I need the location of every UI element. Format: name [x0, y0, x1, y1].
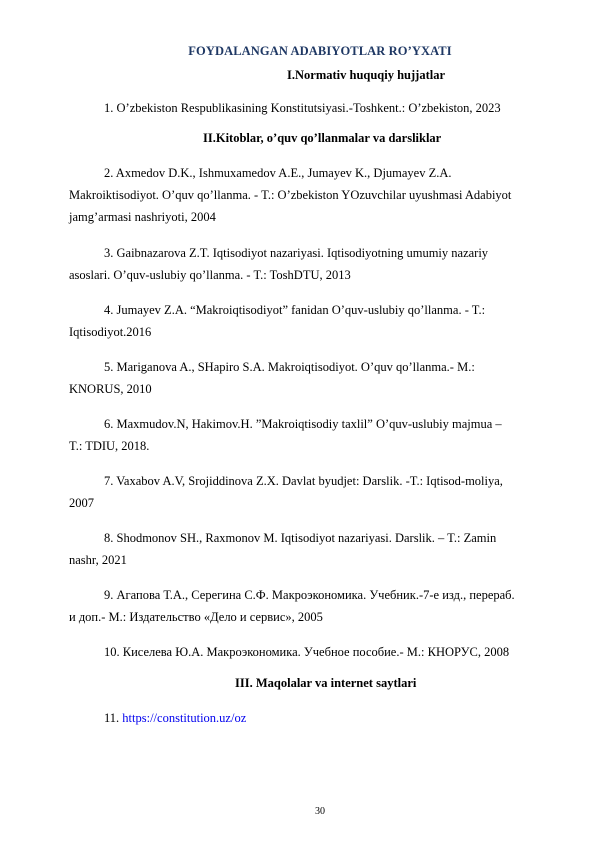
page-title: FOYDALANGAN ADABIYOTLAR RO’YXATI [188, 44, 452, 58]
reference-6-line-1: 6. Maxmudov.N, Hakimov.H. ”Makroiqtisodiy taxlil” O’quv-uslubiy majmua – [104, 417, 502, 431]
reference-11 [104, 708, 246, 728]
section-heading-books: II.Kitoblar, o’quv qo’llanmalar va darsliklar [203, 131, 442, 145]
section-heading-normative: I.Normativ huquqiy hujjatlar [287, 68, 446, 82]
reference-9-line-2: и доп.- М.: Издательство «Дело и сервис», 2005 [69, 610, 323, 624]
reference-11-prefix: 11. [104, 711, 123, 725]
reference-2-line-1: 2. Axmedov D.K., Ishmuxamedov A.E., Jumayev K., Djumayev Z.A. [104, 166, 452, 180]
reference-8-line-2: nashr, 2021 [69, 553, 127, 567]
reference-4-line-1: 4. Jumayev Z.A. “Makroiqtisodiyot” fanidan O’quv-uslubiy qo’llanma. - T.: [104, 303, 486, 317]
reference-9-line-1: 9. Агапова Т.А., Серегина С.Ф. Макроэкономика. Учебник.-7-е изд., перераб. [104, 588, 515, 602]
reference-5-line-2: KNORUS, 2010 [69, 382, 152, 396]
reference-5-line-1: 5. Mariganova A., SHapiro S.A. Makroiqtisodiyot. O’quv qo’llanma.- M.: [104, 360, 475, 374]
section-heading-articles: III. Maqolalar va internet saytlari [235, 676, 417, 690]
reference-7-line-1: 7. Vaxabov A.V, Srojiddinova Z.X. Davlat byudjet: Darslik. -T.: Iqtisod-moliya, [104, 474, 503, 488]
reference-1-line-1: 1. O’zbekiston Respublikasining Konstitutsiyasi.-Toshkent.: O’zbekiston, 2023 [104, 101, 501, 115]
reference-8-line-1: 8. Shodmonov SH., Raxmonov M. Iqtisodiyot nazariyasi. Darslik. – T.: Zamin [104, 531, 497, 545]
reference-2-line-3: jamg’armasi nashriyoti, 2004 [69, 210, 216, 224]
page-number: 30 [315, 806, 325, 817]
reference-2-line-2: Makroiktisodiyot. O’quv qo’llanma. - T.: O’zbekiston YOzuvchilar uyushmasi Adabiyot [69, 188, 512, 202]
constitution-link[interactable]: https://constitution.uz/oz [122, 711, 247, 725]
reference-6-line-2: T.: TDIU, 2018. [69, 439, 150, 453]
reference-3-line-2: asoslari. O’quv-uslubiy qo’llanma. - T.: ToshDTU, 2013 [69, 268, 351, 282]
reference-3-line-1: 3. Gaibnazarova Z.T. Iqtisodiyot nazariyasi. Iqtisodiyotning umumiy nazariy [104, 246, 489, 260]
reference-4-line-2: Iqtisodiyot.2016 [69, 325, 152, 339]
reference-10-line-1: 10. Киселева Ю.А. Макроэкономика. Учебное пособие.- М.: КНОРУС, 2008 [104, 645, 510, 659]
reference-7-line-2: 2007 [69, 496, 94, 510]
